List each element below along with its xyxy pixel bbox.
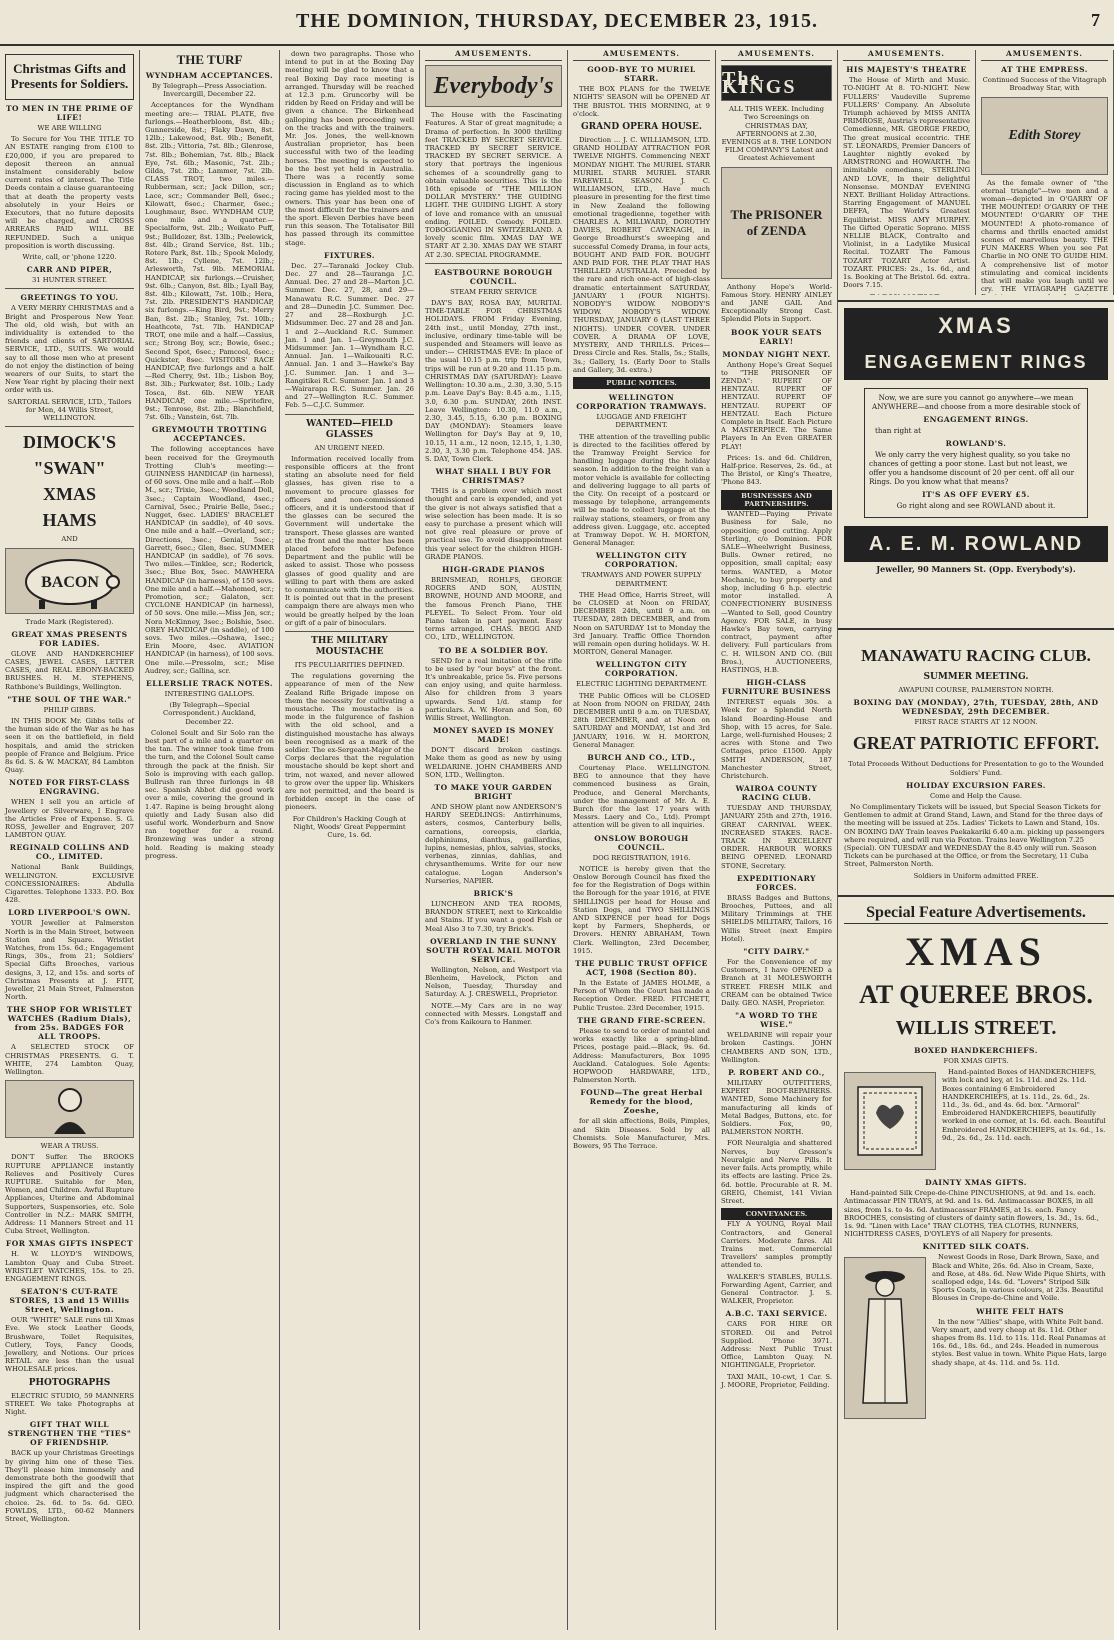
carr-piper-address: 31 HUNTER STREET.	[31, 276, 108, 285]
onslow-heading: ONSLOW BOROUGH COUNCIL.	[594, 833, 689, 852]
engraving-heading: NOTED FOR FIRST-CLASS ENGRAVING.	[9, 778, 130, 797]
herbal-remedy-body: for all skin affections, Boils, Pimples, and Skin Diseases. Sold by all Chemists. Sole Manufacturer, Mrs. Bowers, 95 The Terrace.	[573, 1117, 710, 1150]
fire-screen-body: Please to send to order of mantel and works exactly like a spring-blind. Prices, postage paid.—Black, 9s. 6d. Address: Manufacturers, Box 1095 Auckland. Catalogues. Sole Agents: HOPWOOD HARDWARE, LTD., Palmerston North.	[573, 1026, 710, 1085]
moore-taxi-body: TAXI MAIL, 10-cwt, 1 Car. S. J. MOORE, Proprietor, Feilding.	[721, 1372, 832, 1389]
greymouth-body: The following acceptances have been received for the Greymouth Trotting Club's meeting:— GUINNESS HANDICAP (in harness), of 60 sovs. One mile and a half.—Rob M., scr.; Trixie, 3sec.; Woodland Doll, 3sec.; Captain Woodland, 4sec.; Carnival, 5sec.; Prairie Belle, 5sec.; Nugget, 6sec. LADIES' BRACELET HANDICAP (in saddle), of 40 sovs. One mile and a half.—Overland, scr.; Directions, 3sec.; Genial, 5sec.; Garrett, 6sec.; Glen, 8sec. SUMMER HANDICAP (in saddle), of 76 sovs. Two miles.—Tinklee, scr.; Roderick, 3sec.; Blue Box, 5sec. MAWHERA HANDICAP (in harness), of 150 sovs. One mile and a half.—Mahomed, scr.; Promotion, scr.; Galaton, scr. CYCLONE HANDICAP (in harness), of 50 sovs. One mile.—Miss Jen, scr.; Nora McKinney, 3sec.; Bolshie, 5sec. OREY HANDICAP (in saddle), of 100 sovs. Two miles.—Oshawa, 1sec.; Erin Moore, 4sec. AVIATION HANDICAP (in harness), of 100 sovs. One mile.—Pressolm, scr.; Mise Audrey, scr.; Gallina, scr.	[145, 445, 274, 675]
garden-heading: TO MAKE YOUR GARDEN BRIGHT	[434, 783, 553, 802]
felt-hats-heading: WHITE FELT HATS	[976, 1306, 1064, 1316]
ellerslie-subheading: INTERESTING GALLOPS.	[164, 690, 255, 699]
amusements-heading: AMUSEMENTS.	[573, 50, 710, 61]
electric-lighting-body: THE Public Offices will be CLOSED at Noon from NOON on FRIDAY, 24th DECEMBER until 9 a.m. on TUESDAY, 28th DECEMBER, and at Noon on SATURDAY and MONDAY, 1st and 3rd JANUARY, 1916. W. H. MORTON, General Manager.	[573, 691, 710, 749]
masthead	[0, 0, 1114, 46]
wyndham-body: Acceptances for the Wyndham meeting are:— TRIAL PLATE, five furlongs.—Heatherbloom, 8st. 4lb.; Gunnerside, 8st.; Flaky Dawn, 8st. 12lb.; Lakewood, 8st. 9lb.; Benefit, 8st. 2lb.; Vittoria, 7st. 8lb.; Glenrose, 7st. 8lb.; Bohemian, 7st. 8lb.; Black Eye, 7st. 6lb.; Masonic, 7st. 2lb.; Gilda, 7st. 2lb.; Lammer, 7st. 2lb. CLASS TROT, two miles.—Rubberman, scr.; Jack Dillon, scr.; Lace, scr.; Commander Bell, 6sec.; Kilowatt, 6sec.; Charmer, 6sec.; Loughmaur, 8sec. WYNDHAM CUP, one mile and a quarter.—Specialform, 9st. 2lb.; Weikato Puff, 9st.; Bulldozer, 8st. 13lb.; Peelewick, 8st. 4lb.; Grand Service, 8st. 1lb.; Rotere Park, 8st. 1lb.; Spook Melody, 8st. 1lb.; Cyllene, 7st. 12lb.; Arlesworth, 7st. 9lb. MEMORIAL HANDICAP, six furlongs.—Cruisher, 9st. 6lb.; Canyon, 8st. 8lb.; Lyall Bay, 8st. 4lb.; Kilowatt, 7st. 10lb.; Hera, 7st. 2lb. PRESIDENT'S HANDICAP, six furlongs.—King Bird, 9st.; Merry Ban, 8st. 2lb.; Stanley, 7st. 10lb.; Heathcote, 7st. 7lb. HANDICAP TROT, one mile and a half.—Cassius, scr.; Strong Boy, scr.; Bowie, 6sec.; Second Spot, 6sec.; Pamcool, 6sec.; Quickster, 8sec. VISITORS' RACE HANDICAP, five furlongs and a half.—Red Cherry, 9st. 1lb.; Lisbon Boy, 8st. 3lb.; Parkwater, 8st. 10lb.; Lady Tosca, 8st. 6lb. NEW YEAR HANDICAP, one mile.—Spritefire, 9st.; Tenrose, 8st. 2lb.; Blanchfield, 7st. 6lb.; Vanstein, 6st. 7lb.	[145, 101, 274, 422]
and-label: AND	[61, 535, 78, 544]
newspaper-title: THE DOMINION, THURSDAY, DECEMBER 23, 1915.	[296, 10, 818, 32]
help-cause-note: Come and Help the Cause.	[929, 791, 1023, 800]
monday-next-heading: MONDAY NIGHT NEXT.	[722, 349, 831, 359]
engraving-body: WHEN I sell you an article of Jewellery or Silverware, I Engrave the Articles Free of Expense. S. G. ROSS, Jeweller and Engraver, 207 LAMBTON QUAY.	[5, 798, 134, 840]
queree-xmas-heading: XMAS	[905, 929, 1047, 974]
amusements-heading: AMUSEMENTS.	[843, 50, 970, 61]
column-7	[838, 50, 976, 295]
collins-body: National Bank Buildings, WELLINGTON. EXCLUSIVE CONCESSIONAIRES: Abdulla Cigarettes. Telephone 1333. P.O. Box 428.	[5, 863, 134, 905]
fire-screen-heading: THE GRAND FIRE-SCREEN.	[577, 1015, 706, 1025]
burch-body: Courtenay Place. WELLINGTON. BEG to announce that they have commenced business as Grain, Produce, and General Merchants, under the management of Mr. A. E. Burch (for the last 17 years with Messrs. Laery and Co., Ltd). Prompt attention will be given to all inquiries.	[573, 764, 710, 830]
xmas-gifts-inspect-body: H. W. LLOYD'S WINDOWS, Lambton Quay and Cuba Street. WRISTLET WATCHES, 15s. to 25. ENGAGEMENT RINGS.	[5, 1250, 134, 1284]
dainty-gifts-heading: DAINTY XMAS GIFTS.	[925, 1178, 1027, 1188]
wairoa-racing-heading: WAIROA COUNTY RACING CLUB.	[735, 784, 818, 803]
boxed-handkerchiefs-subheading: FOR XMAS GIFTS.	[943, 1057, 1009, 1065]
divider	[285, 414, 414, 415]
truss-caption: WEAR A TRUSS.	[40, 1142, 99, 1151]
rings-go-note: Go right along and see ROWLAND about it.	[896, 501, 1056, 510]
field-glasses-subheading: AN URGENT NEED.	[314, 443, 385, 452]
column-3	[280, 50, 420, 1630]
sartorial-address: SARTORIAL SERVICE, LTD., Tailors for Men, 44 Willis Street, WELLINGTON.	[7, 397, 132, 423]
willis-street-heading: WILLIS STREET.	[895, 1017, 1057, 1039]
muriel-starr-heading: GOOD-BYE TO MURIEL STARR.	[587, 65, 696, 84]
special-feature-heading: Special Feature Advertisements.	[844, 903, 1108, 924]
kings-title: The KINGS	[722, 68, 797, 99]
electric-lighting-subheading: ELECTRIC LIGHTING DEPARTMENT.	[575, 680, 707, 689]
robert-co-body: MILITARY OUTFITTERS, EXPERT BOOT-REPAIRERS. WANTED, Some Machinery for manufacturing all kinds of Metal Badges, Buttons, etc. for Soldiers. Fox, 90, PALMERSTON NORTH.	[721, 1079, 832, 1137]
swan-heading: "SWAN"	[33, 458, 106, 479]
dog-registration-subheading: DOG REGISTRATION, 1916.	[592, 853, 691, 862]
everybodys-body: The House with the Fascinating Features. A Star of great magnitude; a Drama of perfection. In 3000 thrilling feet TRACKED BY SECRET SERVICE. TRACKED BY SECRET SERVICE. TRACKED BY SECRET SERVICE. A story that portrays the ingenious schemes of a scoundrelly gang to obtain valuable securities. This is the 16th episode of "THE MILLION DOLLAR MYSTERY." THE GUIDING LIGHT. THE GUIDING LIGHT. A story of love and romance with an unusual ending. FOILED. Comedy. FOILED. TOBOGGANING IN SWITZERLAND. A lovely scenic film. XMAS DAY WE START AT 2.30. XMAS DAY WE START AT 2.30. SPECIAL PROGRAMME.	[425, 111, 562, 259]
herbal-remedy-heading: FOUND—The great Herbal Remedy for the blood, Zoeshe,	[580, 1088, 703, 1116]
manawatu-title: MANAWATU RACING CLUB.	[861, 646, 1091, 665]
xmas-gifts-heading: Christmas Gifts and Presents for Soldiers.	[10, 61, 129, 91]
column-1	[0, 50, 140, 1630]
column-6	[716, 50, 838, 1630]
power-supply-body: THE Head Office, Harris Street, will be CLOSED at Noon on FRIDAY, DECEMBER 24th, until 9 a.m. on TUESDAY, 28th DECEMBER, and from Noon on SATURDAY 1st to Monday the 3rd January. Traffic Office Thorndon will remain open during holidays. W. H. MORTON, General Manager.	[573, 590, 710, 657]
rings-body-3: We only carry the very highest quality, so you take no chances of getting a poor stone. Last but not least, we offer you a handsome discount of 20 per cent. off all our Rings. Do you know what that means?	[869, 450, 1075, 486]
race-dates: BOXING DAY (MONDAY), 27th, TUESDAY, 28th, AND WEDNESDAY, 29th DECEMBER.	[853, 698, 1099, 717]
wristlet-shop-heading: THE SHOP FOR WRISTLET WATCHES (Radium Dials), from 25s. BADGES FOR ALL TROOPS.	[6, 1005, 133, 1042]
column-5	[568, 50, 716, 1630]
summer-meeting-heading: SUMMER MEETING.	[923, 672, 1029, 682]
men-prime-body: To Secure for You THE TITLE TO AN ESTATE ranging from £100 to £20,000, if you are prepared to deposit thereon an annual instalment considerably below current rates of interest. The Title Deeds contain a clause guaranteeing that at death the property vests absolutely in your Heirs or Executors, that no future deposits will be charged, and CROSS ARREARS PAID WILL BE REFUNDED. Such a unique proposition is worth discussing.	[5, 135, 134, 250]
rings-off-note: IT'S AS OFF EVERY £5.	[922, 490, 1030, 499]
dainty-gifts-body: Hand-painted Silk Crepe-de-Chine PINCUSHIONS, at 9d. and 1s. each. Antimacassar PIN TRAYS, at 9d. and 1s. 6d. Antimacassar BOXES, in all sizes, from 1s. to 4s. 6d. Antimacassar FRAMES, at 1s. each. Fancy BROOCHES, consisting of clusters of dainty satin flowers, 1s. 3d., 1s. 6d., 1s. 9d. "Linen with Lace" TRAY CLOTHS, TEA CLOTHS, RUNNERS, NIGHTDRESS CASES, D'OYLEYS of all Napery for presents.	[844, 1189, 1099, 1239]
patriotic-effort-heading: GREAT PATRIOTIC EFFORT.	[852, 733, 1100, 754]
moustache-subheading: ITS PECULIARITIES DEFINED.	[294, 661, 405, 669]
soldiers-free-note: Soldiers in Uniform admitted FREE.	[913, 871, 1039, 880]
conveyances-heading: CONVEYANCES.	[721, 1208, 832, 1220]
queree-bros-advert	[838, 895, 1114, 1630]
soul-of-war-author: PHILIP GIBBS.	[43, 705, 96, 714]
knitted-coats-heading: KNITTED SILK COATS.	[922, 1242, 1030, 1252]
pig-icon	[15, 552, 125, 610]
turf-section-heading: THE TURF	[176, 52, 243, 67]
amusements-heading: AMUSEMENTS.	[721, 50, 832, 61]
dimock-heading: DIMOCK'S	[22, 432, 116, 453]
zenda-title: The PRISONER of ZENDA	[730, 206, 823, 238]
field-glasses-heading: WANTED—FIELD GLASSES	[306, 418, 393, 440]
businesses-heading: BUSINESSES AND PARTNERSHIPS.	[721, 490, 832, 510]
rowlands-name: ROWLAND'S.	[945, 439, 1007, 448]
robert-co-heading: P. ROBERT AND CO.,	[728, 1068, 825, 1078]
early-notice-heading	[843, 293, 970, 295]
amusements-heading: AMUSEMENTS.	[981, 50, 1108, 61]
edith-storey-caption: Edith Storey	[1008, 127, 1081, 143]
kings-body: ALL THIS WEEK. Including Two Screenings on CHRISTMAS DAY, AFTERNOONS at 2.30, EVENINGS at 8. THE LONDON FILM COMPANY'S Latest and Greatest Achievement	[721, 105, 832, 163]
zenda-body: Anthony Hope's World-Famous Story. HENRY AINLEY and JANE GAIL And Exceptionally Strong Cast. Splendid Plots in Support.	[721, 282, 832, 324]
businesses-body: WANTED—Paying Private Business for Sale, no opposition; good cutting. Apply Sterling, c/o Dominion. FOR SALE—Wheelwright Business, Bulls. Owner retired, no opposition, small capital; easy terms. WANTED, a Motor Mechanic, to buy property and shop, including 6 h.p. electric motor installed. A CONFECTIONERY BUSINESS—Wanted to Sell, good Country Agency. FOR SALE, in busy Hawke's Bay town, carrying contract, payment after delivery. Full particulars from C. H. WILSON AND CO. (Bill Bros.), AUCTIONEERS, HASTINGS, H.B.	[721, 510, 832, 674]
taxi-service-body: CARS FOR HIRE OR STORED. Oil and Petrol Supplied. 'Phone 3971. Address: Next Public Trust Office, Lambton Quay. N. NIGHTINGALE, Proprietor.	[721, 1320, 832, 1370]
ellerslie-body: Colonel Soult and Sir Solo ran the best part of a mile and a quarter on the tan. The winner took time from the turn, and the Colonel Soult came through the pack at the finish. Sir Solo is improving with each gallop. Bullrush ran three furlongs in 48 sec. Spanish Abbot did good work over a mile, covering the ground in 1.47. Rapine is being brought along quietly and Lady Susan also did useful work. Wonderburn and Snow ran together for a round. Bronzewing was under a strong hold. Reading is making steady progress.	[145, 728, 274, 860]
public-trust-heading: THE PUBLIC TRUST OFFICE ACT, 1908 (Section 80).	[575, 959, 708, 978]
ties-gift-heading: GIFT THAT WILL STRENGTHEN THE "TIES" OF FRIENDSHIP.	[7, 1420, 132, 1448]
greetings-body: A VERY MERRY CHRISTMAS and a Bright and Prosperous New Year. The old, old wish, but with an individuality is extended to the friends and clients of SARTORIAL SERVICE, LTD., SUITS. We would say to all those men who at present do not enjoy the distinction of being wearers of our Suits, to start the New Year right by placing their next order with us.	[5, 304, 134, 395]
zenda-poster	[721, 167, 832, 279]
ties-gift-body: BACK up your Christmas Greetings by giving him one of these Ties. They'll please him immensely and demonstrate both the goodwill that inspired the gift and the good judgment which characterised the choice. 2s. 6d. to 5s. 6d. GEO. FOWLDS, LTD., 60-62 Manners Street, Wellington.	[5, 1449, 134, 1523]
handkerchief-icon	[852, 1081, 928, 1161]
trademark-note: Trade Mark (Registered).	[25, 617, 114, 626]
handkerchief-row	[844, 1068, 1108, 1174]
fixtures-body: Dec. 27—Taranaki Jockey Club. Dec. 27 and 28—Tauranga J.C. Annual. Dec. 27 and 28—Marton J.C. Summer. Dec. 27, 28, and 29—Manawatu R.C. Summer. Dec. 27 and 28—Dunedin J.C. Summer. Dec. 27 and 28—Roxburgh J.C. Midsummer. Dec. 27 and 28 and Jan. 1 and 2—Auckland R.C. Summer. Jan. 1 and Jan. 1—Greymouth J.C. Midsummer. Jan. 1—Wyndham R.C. Annual. Jan. 1—Waikouaiti R.C. Annual. Jan. 1 and 3—Hawke's Bay J.C. Summer. Jan. 1 and 3—Rangitikei R.C. Summer. Jan. 1 and 3—Wairarapa R.C. Summer. Jan. 26 and 27—Wellington R.C. Summer. Feb. 5—C.J.C. Summer.	[285, 261, 414, 410]
soldier-boy-heading: TO BE A SOLDIER BOY.	[438, 645, 549, 655]
engagement-rings-advert	[838, 300, 1114, 630]
furniture-business-heading: HIGH-CLASS FURNITURE BUSINESS	[721, 678, 832, 697]
burch-heading: BURCH AND CO., LTD.,	[587, 753, 696, 763]
felt-hats-body: In the new "Allies" shape, with White Felt band. Very smart, and very cheap at 8s. 11d. Other shapes from 8s. 11d. to 11s. 11d. Real Panamas at 16s. 6d., 18s. 6d., and 24s. Headed in numerous styles. Best value in town. White Pique Hats, large shady shape, at 4s. 11d. and 5s. 11d.	[932, 1317, 1107, 1367]
grand-opera-heading: GRAND OPERA HOUSE.	[580, 122, 703, 133]
men-prime-sub: WE ARE WILLING	[37, 124, 102, 132]
money-saved-heading: MONEY SAVED IS MONEY MADE!	[432, 726, 554, 745]
manawatu-body: No Complimentary Tickets will be issued, but Special Season Tickets for Gentlemen to admit at Grand Stand, Lawn, and Stand for the three days of the meeting will be issued at 25s. Ladies' Tickets to Lawn and Stand, 10s. ON BOXING DAY Train leaves Paekakariki 6.40 a.m. picking up passengers where required, and will run via Foxton. Trains leave Wellington 7.25 (Special). ON TUESDAY and WEDNESDAY the 8.45 only will run. Season Tickets can be purchased at the Office, or from the Secretary, 11 Cuba Street, Palmerston North.	[844, 803, 1105, 869]
city-dairy-heading: "CITY DAIRY."	[743, 947, 810, 957]
bricks-heading: BRICK'S	[473, 889, 514, 899]
soldier-boy-body: SEND for a real imitation of the rifle to be used by "our boys" at the front. It's unbreakable, price 5s. Five persons can enjoy using, and quite harmless. Also for children from 3 years upwards. Send 1/d. stamp for particulars. A. W. Horan and Son, 60 Willis Street, Wellington.	[425, 656, 562, 722]
eastbourne-body: DAY'S BAY, ROSA BAY, MURITAI. TIME-TABLE FOR CHRISTMAS HOLIDAYS. FROM Friday Evening, 24th inst., until Monday, 27th inst., inclusive, ordinary time-table will be suspended and Steamers will leave as under:— CHRISTMAS EVE: In place of the usual 10.15 p.m. trip from Town, trips will be run at 9.20 and 11.15 p.m. CHRISTMAS DAY (SATURDAY): Leave Wellington: 10.30 a.m., 2.30, 3.30, 5.15 p.m. Leave Day's Bay: 8.45 a.m., 1.15, 3.0, 6.30 p.m. SUNDAY, 26th INST. Leave Wellington: 10.30, 11.0 a.m., 2.30, 3.45, 5.15, 6.30 p.m. BOXING DAY (MONDAY): Steamers leave Wellington for Day's Bay at 9, 10, 10.15, 11 a.m., 12 noon, 12.15, 1, 1.30, 2.30, 3, 3.30 p.m. Telephone 454. JAS. S. DAY, Town Clerk.	[425, 299, 562, 463]
photographs-heading: PHOTOGRAPHS	[28, 1377, 111, 1388]
seatons-body: OUR "WHITE" SALE runs till Xmas Eve. We stock Leather Goods, Brushware, Toilet Requisites, Cutlery, Toys, Fancy Goods, Jewellery, and Notions. Our prices RETAIL are less than the usual WHOLESALE prices.	[5, 1316, 134, 1374]
divider	[5, 426, 134, 427]
greymouth-heading: GREYMOUTH TROTTING ACCEPTANCES.	[151, 425, 268, 444]
collins-heading: REGINALD COLLINS AND CO., LIMITED.	[9, 843, 130, 862]
city-dairy-body: For the Convenience of my Customers, I have OPENED a Branch at 31 MOLESWORTH STREET. FRESH MILK and CREAM can be obtained Twice Daily. GEO. NASH, Proprietor.	[721, 958, 832, 1008]
rowland-address: Jeweller, 90 Manners St. (Opp. Everybody's).	[876, 564, 1076, 574]
column-8	[976, 50, 1114, 295]
men-prime-contact: Write, call, or 'phone 1220.	[22, 253, 117, 262]
fixtures-heading: FIXTURES.	[324, 250, 375, 260]
pig-trademark-illustration	[5, 548, 134, 614]
eastbourne-heading: EASTBOURNE BOROUGH COUNCIL.	[434, 267, 553, 286]
bricks-body: LUNCHEON AND TEA ROOMS, BRANDON STREET, next to Kirkcaldie and Stains. If you want a good Fish or Meal Also 3 to 7.30, try Brick's.	[425, 900, 562, 933]
rings-body-heading: ENGAGEMENT RINGS.	[923, 415, 1029, 424]
word-to-wise-heading: "A WORD TO THE WISE."	[735, 1011, 818, 1030]
truss-body: DON'T Suffer. The BROOKS RUPTURE APPLIANCE instantly Relieves and Positively Cures RUPTURE. Suitable for Men, Women, and Children. Awful Rupture Appliances, Uterine and Abdominal Supporters, Suspensories, etc. Sole Controller in N.Z.: MARK SMITH, Address: 11 Manners Street and 11 Cuba Street, Wellington.	[5, 1153, 134, 1236]
liverpool-heading: LORD LIVERPOOL'S OWN.	[8, 908, 131, 918]
interest-body: INTEREST equals 30s. a Week for a Splendid North Island Boarding-House and Shop, with 15 acres, for Sale. Large, well-furnished Houses; 2 acres with Stone and Two Cottages, price £1500. Apply SMITH ANDERSON, 187 Manchester Street, Christchurch.	[721, 698, 832, 780]
presents-ladies-heading: GREAT XMAS PRESENTS FOR LADIES.	[11, 629, 128, 648]
boxed-handkerchiefs-heading: BOXED HANDKERCHIEFS.	[914, 1046, 1038, 1055]
his-majestys-heading: HIS MAJESTY'S THEATRE	[846, 65, 967, 75]
excursion-fares-heading: HOLIDAY EXCURSION FARES.	[906, 780, 1046, 790]
divider	[425, 263, 562, 264]
money-saved-body: DON'T discard broken castings. Make them as good as new by using WELDARINE. JOHN CHAMBERS AND SON, LTD., Wellington.	[425, 746, 562, 779]
word-to-wise-body: WELDARINE will repair your broken Castings. JOHN CHAMBERS AND SON, LTD., Wellington.	[721, 1031, 832, 1064]
kings-prices: Prices: 1s. and 6d. Children, Half-price. Reserves, 2s. 6d., at The Bristol, or King's Theatre, 'Phone 843.	[721, 453, 832, 487]
cough-cure-footer: For Children's Hacking Cough at Night, Woods' Great Peppermint Cure, 1s. 6d.	[292, 814, 407, 840]
divider	[5, 288, 134, 289]
christmas-buy-heading: WHAT SHALL I BUY FOR CHRISTMAS?	[435, 467, 552, 486]
xmas-heading: XMAS	[43, 484, 96, 505]
tramways-subheading: LUGGAGE AND FREIGHT DEPARTMENT.	[596, 413, 687, 430]
column-4	[420, 50, 568, 1630]
tramways-body: THE attention of the travelling public is directed to the facilities offered by the Tramway Freight Service for handling luggage during the holiday season. In addition to the freight van a motor vehicle is available for collecting and delivering luggage to all parts of the City. On receipt of a postcard or message by telephone, arrangements will be made to collect luggage at the railway stations, steamers, or from any address given. Luggage, etc. accepted at Tramway Depot. W. H. MORTON, General Manager.	[573, 432, 710, 548]
liverpool-body: YOUR Jeweller at Palmerston North is in the Main Street, between Station and Square. Wristlet Watches, from 15s. 6d.; Engagement Rings, 30s., from 21; Soldiers' Special Gifts Brooches, various designs, 3, 12, and 15s. and sorts of Christmas Presents at J. FITT, Jeweller, 21 Main Street, Palmerston North.	[5, 919, 134, 1002]
boxed-handkerchiefs-body: Hand-painted Boxes of HANDKERCHIEFS, with lock and key, at 1s. 11d. and 2s. 11d. Boxes containing 6 Embroidered HANDKERCHIEFS, at 1s. 11d., 2s. 6d., 2s. 11d., 3s. 6d., and 4s. 6d. box. "Armoral" Embroidered HANDKERCHIEFS, beautifully worked in one corner, at 1s. 6d. each. Beautiful Embroidered HANDKERCHIEFS, at 1s. 6d., 1s. 9d., 2s. 6d., 2s. 11d. each.	[942, 1068, 1106, 1142]
eastbourne-subheading: STEAM FERRY SERVICE	[450, 287, 537, 296]
men-prime-heading: TO MEN IN THE PRIME OF LIFE!	[5, 104, 134, 122]
rupert-body: Anthony Hope's Great Sequel to "THE PRISONER OF ZENDA": RUPERT OF HENTZAU. RUPERT OF HENTZAU. RUPERT OF HENTZAU. RUPERT OF HENTZAU. Each Picture Complete in Itself. Each Picture A MASTERPIECE. The Same Players In An Even GREATER PLAY!	[721, 360, 832, 451]
knitted-coats-text	[932, 1253, 1108, 1423]
man-portrait-icon	[50, 1084, 90, 1134]
moustache-body: The regulations governing the appearance of men of the New Zealand Rifle Brigade impose on them the necessity for cultivating a moustache. The moustache is a mode in the fulgurence of fashion with the old school, and a distinguished moustache has always been recognised as a mark of the soldier. The ex-Sergeant-Major of the Corps declares that the regulation moustache should be kept short and trim, not waxed, and never allowed to grow over the upper lip. Whiskers are not permitted, and the beard is forbidden except in the case of pioneers.	[285, 672, 414, 812]
first-race-note: FIRST RACE STARTS AT 12 NOON.	[914, 718, 1038, 727]
handkerchief-illustration	[844, 1072, 936, 1170]
truss-man-illustration	[5, 1080, 134, 1138]
lady-in-coat-illustration	[844, 1257, 926, 1419]
rings-body-2: than right at	[875, 426, 922, 435]
rings-xmas-banner: XMAS	[844, 308, 1108, 344]
carr-piper-name: CARR AND PIPER,	[26, 265, 113, 275]
garden-body: AND SHOW plant now ANDERSON'S HARDY SEEDLINGS: Antirrhinums, asters, cosmos, Canterbury bells, carnations, coreopsis, clarkia, delphiniums, dianthus, gaillardias, lupins, nemesias, phlox, salvias, stocks, verbenas, zinnias, dahlias, and chrysanthemums. Write for our new catalogue. Logan Anderson's Nurseries, NAPIER.	[425, 803, 562, 885]
public-trust-body: In the Estate of JAMES HOLME, a Person of Whom the Court has made a Reception Order. FRED. FITCHETT, Public Trustee. 23rd December, 1915.	[573, 979, 710, 1012]
overland-heading: OVERLAND IN THE SUNNY SOUTH ROYAL MAIL MOTOR SERVICE.	[426, 936, 561, 964]
presents-ladies-body: GLOVE AND HANDKERCHIEF CASES, JEWEL CASES, LETTER CASES, and REAL EBONY-BACKED BRUSHES. H. M. STEPHENS, Rathbone's Buildings, Wellington.	[5, 649, 134, 691]
wyndham-heading: WYNDHAM ACCEPTANCES.	[145, 71, 274, 80]
hams-heading: HAMS	[42, 510, 97, 531]
rings-engagement-banner: ENGAGEMENT RINGS	[844, 344, 1108, 380]
amusements-heading: AMUSEMENTS.	[425, 50, 562, 61]
electric-lighting-heading: WELLINGTON CITY CORPORATION.	[596, 660, 687, 679]
greetings-heading: GREETINGS TO YOU.	[20, 293, 119, 303]
tramways-heading: WELLINGTON CORPORATION TRAMWAYS.	[576, 393, 707, 412]
xmas-gifts-inspect-heading: FOR XMAS GIFTS INSPECT	[5, 1239, 134, 1249]
everybodys-logo	[425, 65, 562, 107]
overland-body: Wellington, Nelson, and Westport via Blenheim, Havelock, Picton and Nelson, Tuesday, Thursday and Saturday. A. J. CRESWELL, Proprietor.	[425, 965, 562, 999]
awapuni-course: AWAPUNI COURSE, PALMERSTON NORTH.	[898, 686, 1054, 694]
empress-body: Continued Success of the Vitagraph Broadway Star, with	[982, 76, 1107, 93]
power-supply-heading: WELLINGTON CITY CORPORATION.	[596, 551, 687, 570]
empress-heading: AT THE EMPRESS.	[1001, 65, 1088, 75]
public-notices-heading: PUBLIC NOTICES.	[573, 377, 710, 389]
knitted-coats-row	[844, 1253, 1108, 1423]
knitted-coats-body: Newest Goods in Rose, Dark Brown, Saxe, and Black and White, 26s. 6d. Also in Cream, Saxe, and Rose, at 48s. 6d. New Wide Pique Shirts, with scalloped edge, 14s. 6d. "Lovers" Striped Silk Sports Coats, in various colours, at 23s. Beautiful Blouses in Crepe-de-Chine and Voile.	[932, 1253, 1106, 1303]
book-seats-notice: BOOK YOUR SEATS EARLY!	[731, 327, 822, 346]
queree-bros-heading: AT QUEREE BROS.	[859, 980, 1093, 1009]
divider	[285, 631, 414, 632]
pianos-heading: HIGH-GRADE PIANOS	[442, 564, 545, 574]
neuralgia-body: FOR Neuralgia and shattered Nerves, buy Gresson's Neuralgic and Nerve Pills. It never fails. Acts promptly, while its effects are lasting. Price 2s. 6d. bottle. Procurable at R. M. GREIG, Chemist, 141 Vivian Street.	[721, 1139, 832, 1205]
expeditionary-body: BRASS Badges and Buttons, Brooches, Puttees, and all Military Trimmings at THE SHIELDS MILITARY, Tailors, 16 Willis Street (next Empire Hotel).	[721, 893, 832, 943]
page-number: 7	[1091, 10, 1100, 30]
column-2	[140, 50, 280, 1630]
lady-figure-icon	[855, 1263, 915, 1413]
seatons-heading: SEATON'S CUT-RATE STORES, 13 and 15 Willis Street, Wellington.	[9, 1287, 130, 1315]
taxi-service-heading: A.B.C. TAXI SERVICE.	[725, 1309, 828, 1319]
manawatu-racing-advert	[838, 640, 1114, 885]
power-supply-subheading: TRAMWAYS AND POWER SUPPLY DEPARTMENT.	[581, 571, 702, 588]
xmas-gifts-heading-box	[5, 54, 134, 100]
christmas-buy-body: THIS is a problem over which most thought and care is expended, and yet the giver is not always satisfied that a wise selection has been made. It is so easy to purchase a present which will not give real pleasure or prove of practical use. To avoid disappointment this year select for the children HIGH-GRADE PIANOS.	[425, 487, 562, 561]
overland-note: NOTE.—My Cars are in no way connected with Messrs. Longstaff and Co's from Kaikoura to Hanmer.	[425, 1001, 562, 1027]
dog-registration-body: NOTICE is hereby given that the Onslow Borough Council has fixed the fee for the Registration of Dogs within the Borough for the year 1916, at FIVE SHILLINGS per head for House and Station Dogs, and TWO SHILLINGS AND SIXPENCE per head for Dogs kept by Farmers, Shepherds, or Drovers. HENRY ABRAHAM, Town Clerk. Wellington, 23rd December, 1915.	[573, 864, 710, 955]
muriel-starr-body: THE BOX PLANS for the TWELVE NIGHTS' SEASON will be OPENED AT THE BRISTOL THIS MORNING, at 9 o'clock.	[573, 85, 710, 118]
pianos-body: BRINSMEAD, ROHLFS, GEORGE ROGERS AND SON, AUSTIN, BROWNE, HOUND AND MOORE, and the famous French Piano, THE PLEYEL. To Select From. Your old Piano taken in part payment. Easy terms arranged. CHAS. BEGG AND CO., LTD., WELLINGTON.	[425, 575, 562, 642]
expeditionary-heading: EXPEDITIONARY FORCES.	[736, 873, 817, 892]
walker-stables-body: WALKER'S STABLES, BULLS. Forwarding Agent, Carrier, and General Contractor. J. S. WALKER, Proprietor.	[721, 1272, 832, 1306]
edith-storey-portrait	[981, 97, 1108, 175]
rowland-name-banner: A. E. M. ROWLAND	[844, 526, 1108, 562]
soul-of-war-heading: "THE SOUL OF THE WAR."	[7, 694, 132, 704]
his-majestys-body: The House of Mirth and Music. TO-NIGHT At 8. TO-NIGHT. New FULLERS' Vaudeville Supreme FULLERS' Company. An Absolute Triumph achieved by MISS ANITA PRIMROSE, Austria's representative Comedienne, MR. GEORGE FREDO, The great musical eccentric. THE ST. LEONARDS, Premier Dancers of Laughter nightly evoked by ARMSTRONG and HOWARTH. The inimitable comedians, STERLING AND LOVE, In their delightful Nonsense. MONDAY EVENING NEXT. Brilliant Holiday Attractions. Starring Engagement of MANUEL DEFFA, The World's Greatest Equilibrist. MISS AMY MURPHY. The Gifted Operatic Soprano. MISS NELLIE BLACK, Contralto and Violinist, in a Ladylike Musical Recital. TOZART The Famous TOZART TOZART Actor Artist. TOZART. PRICES: 2s., 1s. 6d., and 1s. Booking at The Bristol. 6d. extra. Doors 7.15.	[843, 76, 970, 290]
field-glasses-body: Information received locally from responsible officers at the front stating an absolute need for field glasses, has given rise to a movement to procure glasses for officers and non-commissioned officers, and it is understood that if the glasses can be secured the Government will undertake the transport. These glasses are wanted at the front and the matter has been placed before the Defence Department and the public will be asked to assist. Those who possess glasses of good quality and are willing to part with them are asked to communicate with the authorities. It is pointed out that in the present campaign there are always men who would be greatly helped by the loan or gift of a pair of binoculars.	[285, 454, 414, 627]
turf-continued-body: down two paragraphs. Those who intend to put in at the Boxing Day meeting will be glad to know that a real Boxing Day race meeting is arranged. Thursday will be reached at 12.3 p.m. Gruncorby will be ridden by Reed on Friday and will be given a chance. The Birkenhead galloping has been proceeding well on the tracks and with the trainers. Mr. Jos. Jones, the well-known Australian proprietor, has been successful with two of the leading horses. The meeting is expected to be the best yet held in Australia. There was a recently some discussion in England as to which racing game has yielded most to the owners. This year has been one of the most difficult for the trainers and the sport. Eleven Derbies have been run this season. The Totalisator Bill has passed through its committee stage.	[285, 50, 414, 247]
wristlet-shop-body: A SELECTED STOCK OF CHRISTMAS PRESENTS. G. T. WHITE, 274 Lambton Quay, Wellington.	[5, 1043, 134, 1077]
proceeds-note: Total Proceeds Without Deductions for Presentation to go to the Wounded Soldiers' Fund.	[848, 760, 1104, 777]
soul-of-war-body: IN THIS BOOK Mr. Gibbs tells of the human side of the War as he has seen it on the battlefield, in field hospitals, and amid the stricken people of France and Belgium. Price 8s 6d. S. & W. MACKAY, 84 Lambton Quay.	[5, 716, 134, 775]
bacon-label: BACON	[40, 573, 99, 591]
wyndham-byline: By Telegraph—Press Association. Invercargill, December 22.	[152, 82, 267, 99]
rings-body-1: Now, we are sure you cannot go anywhere—we mean ANYWHERE—and choose from a more desirable stock of	[871, 393, 1081, 411]
moustache-heading: THE MILITARY MOUSTACHE	[311, 636, 388, 657]
photographs-body: ELECTRIC STUDIO, 59 MANNERS STREET. We take Photographs at Night.	[5, 1391, 134, 1417]
wairoa-racing-body: TUESDAY AND THURSDAY, JANUARY 25th and 27th, 1916. GREAT CARNIVAL WEEK. INCREASED STAKES. RACE-TRACK IN EXCELLENT ORDER. HARBOUR WORKS BEING OPENED. LEONARD STONE, Secretary.	[721, 804, 832, 870]
everybodys-title: Everybody's	[433, 73, 554, 100]
ellerslie-byline: (By Telegraph—Special Correspondent.) Auckland, December 22.	[163, 701, 256, 726]
grand-opera-body: Direction ... J. C. WILLIAMSON, LTD. GRAND HOLIDAY ATTRACTION FOR TWELVE NIGHTS. Commencing NEXT MONDAY NIGHT. The MURIEL STARR MURIEL STARR MURIEL STARR FAREWELL SEASON. J. C. WILLIAMSON, LTD., Have much pleasure in presenting for the first time in New Zealand the following emotional tragedienne, together with CHARLES A. MILLWARD, DOROTHY DAVIES, ROBERT CAVENAGH, in George Broadhurst's sweeping and successful Comedy Drama, in four acts, BOUGHT AND PAID FOR. BOUGHT AND PAID FOR. THE PLAY THAT HAS THRILLED AUSTRALIA. Preceded by the rare and rich one-act of high-class dramatic entertainment SATURDAY, JANUARY 1 (FOUR NIGHTS). NOBODY'S WIDOW. NOBODY'S WIDOW. NOBODY'S WIDOW. THURSDAY, JANUARY 6 (LAST THREE NIGHTS). UNDER COVER. UNDER COVER. A DRAMA OF LOVE, MYSTERY, AND THRILLS. Prices—Dress Circle and Res. Stalls, 5s.; Stalls, 3s.; Gallery, 1s. (Early Door to Stalls and Gallery, 3d. extra.)	[573, 136, 710, 374]
fly-young-body: FLY A YOUNG, Royal Mail Contractors, and General Carriers. Moderate fares. All Trains met. Commercial Travellers' samples promptly attended to.	[721, 1220, 832, 1270]
rings-body-box	[864, 388, 1088, 518]
ogarry-body: As the female owner of "the eternal triangle"—two men and a woman—depicted in O'GARRY OF THE MOUNTED! O'GARRY OF THE MOUNTED! O'GARRY OF THE MOUNTED! A photo-romance of charms and thrills enacted amidst scenes of marvellous beauty. THE FUN MAKERS When you see Pat Charlie in NO ONE TO GUIDE HIM. A comprehensive list of motor stimulating and comical incidents that will make you laugh until we cry. THE VITAGRAPH GAZETTE	[981, 178, 1108, 294]
ellerslie-heading: ELLERSLIE TRACK NOTES.	[146, 679, 273, 689]
kings-logo	[721, 65, 832, 101]
